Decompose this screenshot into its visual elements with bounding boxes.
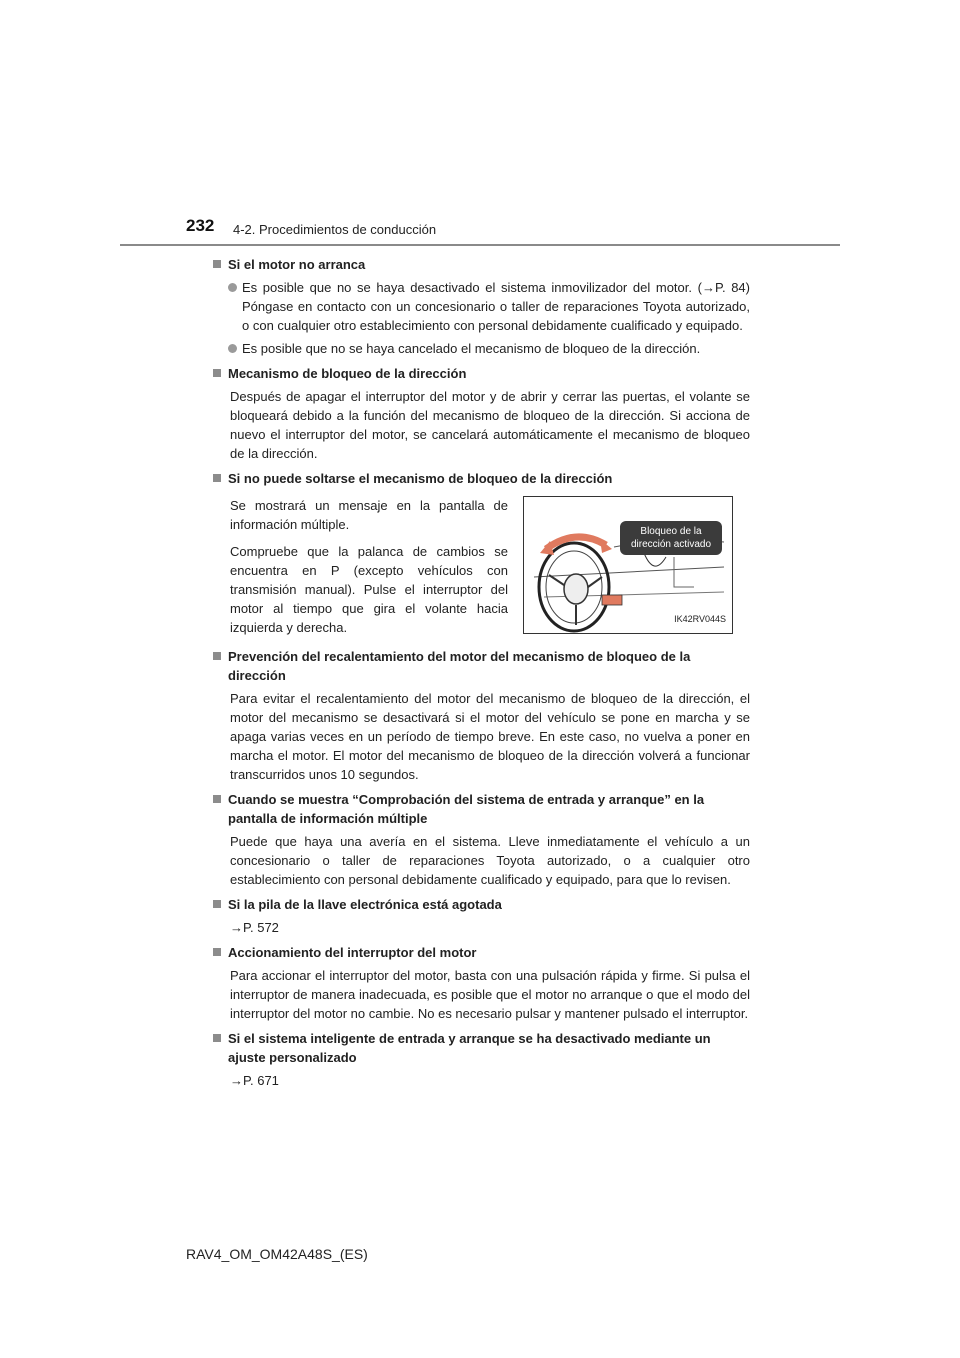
square-bullet-icon: [213, 795, 221, 803]
heading-engine-switch-operation: Accionamiento del interruptor del motor: [212, 943, 750, 962]
heading-steering-lock: Mecanismo de bloqueo de la dirección: [212, 364, 750, 383]
square-bullet-icon: [213, 652, 221, 660]
square-bullet-icon: [213, 369, 221, 377]
header-rule: [120, 244, 840, 246]
square-bullet-icon: [213, 948, 221, 956]
list-item: Es posible que no se haya cancelado el mecanismo de bloqueo de la dirección.: [212, 339, 750, 358]
heading-steering-lock-release: Si no puede soltarse el mecanismo de bloqueo de la dirección: [212, 469, 750, 488]
section-title: 4-2. Procedimientos de conducción: [233, 222, 437, 237]
figure-code: IK42RV044S: [674, 614, 726, 624]
paragraph: Compruebe que la palanca de cambios se encuentra en P (excepto vehículos con transmisión manual). Pulse el interruptor del motor al tiempo que gira el volante hacia izquierda y derecha.: [230, 544, 508, 635]
circle-bullet-icon: [228, 344, 237, 353]
heading-system-check: Cuando se muestra “Comprobación del sistema de entrada y arranque” en la pantalla de información múltiple: [212, 790, 750, 828]
page-reference: →P. 671: [230, 1073, 279, 1088]
heading-smart-system-disabled: Si el sistema inteligente de entrada y arranque se ha desactivado mediante un ajuste personalizado: [212, 1029, 750, 1067]
paragraph: Para accionar el interruptor del motor, basta con una pulsación rápida y firme. Si pulsa el interruptor de manera inadecuada, es posible que el motor no arranque o que el modo del interruptor del motor no cambie. No es necesario pulsar y mantener pulsado el interruptor.: [230, 968, 750, 1021]
paragraph: Puede que haya una avería en el sistema. Lleve inmediatamente el vehículo a un concesionario o taller de reparaciones Toyota autorizado, o a cualquier otro establecimiento con personal debidamente cualificado y equipado, para que lo revisen.: [230, 834, 750, 887]
heading-key-battery: Si la pila de la llave electrónica está agotada: [212, 895, 750, 914]
document-code: RAV4_OM_OM42A48S_(ES): [186, 1246, 368, 1262]
figure-text: [212, 496, 508, 637]
square-bullet-icon: [213, 260, 221, 268]
heading-overheat-prevention: Prevención del recalentamiento del motor del mecanismo de bloqueo de la dirección: [212, 647, 750, 685]
heading-engine-no-start: Si el motor no arranca: [212, 255, 750, 274]
circle-bullet-icon: [228, 283, 237, 292]
paragraph: Se mostrará un mensaje en la pantalla de información múltiple.: [230, 498, 508, 532]
square-bullet-icon: [213, 1034, 221, 1042]
list-item: Es posible que no se haya desactivado el sistema inmovilizador del motor. (→P. 84) Póngase en contacto con un concesionario o taller de reparaciones Toyota autorizado, o con cualquier otro establecimiento con personal debidamente cualificado y equipado.: [212, 278, 750, 335]
square-bullet-icon: [213, 474, 221, 482]
paragraph: Después de apagar el interruptor del motor y de abrir y cerrar las puertas, el volante se bloqueará debido a la función del mecanismo de bloqueo de la dirección. Si acciona de nuevo el interruptor del motor, se cancelará automáticamente el mecanismo de bloqueo de la dirección.: [230, 389, 750, 461]
steering-wheel-illustration: [523, 496, 733, 634]
paragraph: Para evitar el recalentamiento del motor del mecanismo de bloqueo de la dirección, el motor del mecanismo se desactivará si el motor del vehículo se pone en marcha y se apaga varias veces en un período de tiempo breve. En este caso, no vuelva a poner en marcha el motor. El motor del mecanismo de bloqueo de la dirección volverá a funcionar transcurridos unos 10 segundos.: [230, 691, 750, 782]
square-bullet-icon: [213, 900, 221, 908]
steering-lock-message: Bloqueo de la dirección activado: [620, 521, 722, 555]
page-content: [212, 255, 750, 1090]
page-number: 232: [186, 216, 215, 235]
page-reference: →P. 572: [230, 920, 279, 935]
figure-row: [212, 496, 750, 637]
